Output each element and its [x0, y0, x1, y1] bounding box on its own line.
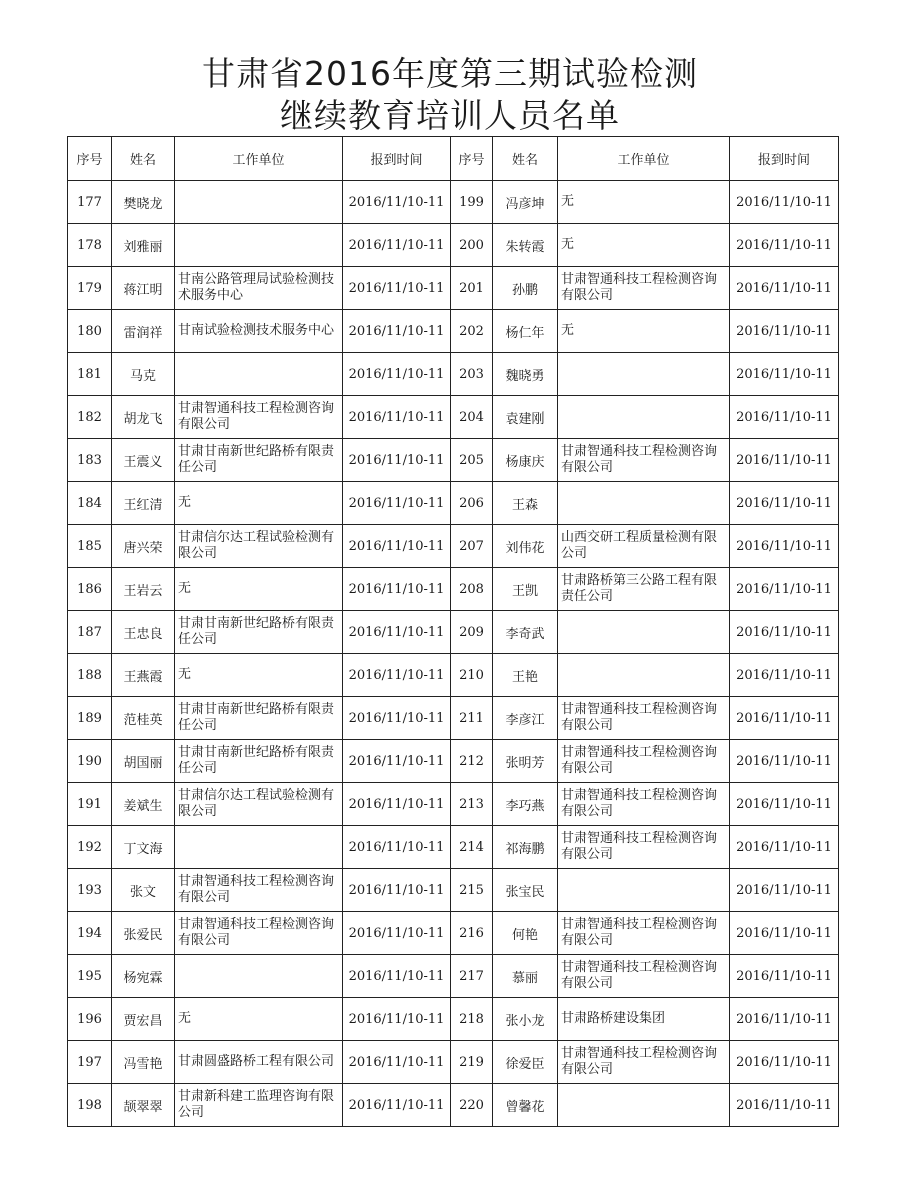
row-number-right: 200 — [451, 224, 493, 267]
work-unit-right: 无 — [558, 224, 730, 267]
row-number-left: 177 — [68, 181, 112, 224]
work-unit-right: 甘肃智通科技工程检测咨询有限公司 — [558, 697, 730, 740]
work-unit-left: 甘肃智通科技工程检测咨询有限公司 — [175, 869, 343, 912]
report-date-right: 2016/11/10-11 — [730, 353, 839, 396]
row-number-right: 217 — [451, 955, 493, 998]
person-name-right: 李彦江 — [493, 697, 558, 740]
report-date-right: 2016/11/10-11 — [730, 1084, 839, 1127]
work-unit-left: 甘南公路管理局试验检测技术服务中心 — [175, 267, 343, 310]
person-name-right: 刘伟花 — [493, 525, 558, 568]
header-unit-left: 工作单位 — [175, 137, 343, 181]
work-unit-right: 甘肃路桥建设集团 — [558, 998, 730, 1041]
row-number-left: 185 — [68, 525, 112, 568]
row-number-left: 192 — [68, 826, 112, 869]
person-name-right: 徐爱臣 — [493, 1041, 558, 1084]
table-header-row — [68, 137, 839, 181]
row-number-right: 203 — [451, 353, 493, 396]
person-name-left: 胡龙飞 — [112, 396, 175, 439]
report-date-left: 2016/11/10-11 — [343, 525, 451, 568]
work-unit-right: 甘肃智通科技工程检测咨询有限公司 — [558, 912, 730, 955]
work-unit-left — [175, 224, 343, 267]
table-row — [68, 912, 839, 955]
person-name-left: 冯雪艳 — [112, 1041, 175, 1084]
table-row — [68, 310, 839, 353]
work-unit-right — [558, 1084, 730, 1127]
person-name-right: 何艳 — [493, 912, 558, 955]
header-date-right: 报到时间 — [730, 137, 839, 181]
row-number-right: 204 — [451, 396, 493, 439]
row-number-right: 215 — [451, 869, 493, 912]
report-date-right: 2016/11/10-11 — [730, 654, 839, 697]
report-date-right: 2016/11/10-11 — [730, 955, 839, 998]
row-number-right: 218 — [451, 998, 493, 1041]
work-unit-right: 无 — [558, 310, 730, 353]
report-date-right: 2016/11/10-11 — [730, 310, 839, 353]
row-number-left: 197 — [68, 1041, 112, 1084]
person-name-right: 祁海鹏 — [493, 826, 558, 869]
work-unit-right — [558, 869, 730, 912]
row-number-left: 178 — [68, 224, 112, 267]
row-number-right: 199 — [451, 181, 493, 224]
work-unit-right — [558, 353, 730, 396]
report-date-left: 2016/11/10-11 — [343, 826, 451, 869]
row-number-left: 193 — [68, 869, 112, 912]
person-name-left: 贾宏昌 — [112, 998, 175, 1041]
person-name-left: 王忠良 — [112, 611, 175, 654]
work-unit-right: 甘肃智通科技工程检测咨询有限公司 — [558, 267, 730, 310]
report-date-right: 2016/11/10-11 — [730, 826, 839, 869]
work-unit-left: 甘南试验检测技术服务中心 — [175, 310, 343, 353]
report-date-right: 2016/11/10-11 — [730, 998, 839, 1041]
report-date-right: 2016/11/10-11 — [730, 697, 839, 740]
row-number-left: 198 — [68, 1084, 112, 1127]
work-unit-left: 甘肃圆盛路桥工程有限公司 — [175, 1041, 343, 1084]
person-name-left: 樊晓龙 — [112, 181, 175, 224]
report-date-right: 2016/11/10-11 — [730, 611, 839, 654]
work-unit-left: 甘肃智通科技工程检测咨询有限公司 — [175, 396, 343, 439]
row-number-right: 209 — [451, 611, 493, 654]
work-unit-left: 甘肃甘南新世纪路桥有限责任公司 — [175, 611, 343, 654]
work-unit-right: 甘肃智通科技工程检测咨询有限公司 — [558, 740, 730, 783]
table-row — [68, 869, 839, 912]
work-unit-left: 无 — [175, 654, 343, 697]
table-row — [68, 568, 839, 611]
row-number-right: 201 — [451, 267, 493, 310]
table-row — [68, 697, 839, 740]
work-unit-right: 甘肃智通科技工程检测咨询有限公司 — [558, 1041, 730, 1084]
person-name-right: 杨康庆 — [493, 439, 558, 482]
person-name-left: 刘雅丽 — [112, 224, 175, 267]
report-date-left: 2016/11/10-11 — [343, 310, 451, 353]
work-unit-left: 无 — [175, 568, 343, 611]
person-name-right: 冯彦坤 — [493, 181, 558, 224]
person-name-left: 唐兴荣 — [112, 525, 175, 568]
work-unit-right: 甘肃智通科技工程检测咨询有限公司 — [558, 783, 730, 826]
work-unit-left — [175, 353, 343, 396]
person-name-right: 王艳 — [493, 654, 558, 697]
person-name-right: 孙鹏 — [493, 267, 558, 310]
person-name-right: 魏晓勇 — [493, 353, 558, 396]
person-name-right: 曾馨花 — [493, 1084, 558, 1127]
row-number-left: 194 — [68, 912, 112, 955]
row-number-left: 183 — [68, 439, 112, 482]
person-name-right: 杨仁年 — [493, 310, 558, 353]
work-unit-left: 甘肃新科建工监理咨询有限公司 — [175, 1084, 343, 1127]
report-date-left: 2016/11/10-11 — [343, 1041, 451, 1084]
work-unit-left — [175, 955, 343, 998]
work-unit-right: 甘肃智通科技工程检测咨询有限公司 — [558, 826, 730, 869]
report-date-left: 2016/11/10-11 — [343, 869, 451, 912]
person-name-left: 杨宛霖 — [112, 955, 175, 998]
report-date-right: 2016/11/10-11 — [730, 912, 839, 955]
work-unit-right: 无 — [558, 181, 730, 224]
report-date-right: 2016/11/10-11 — [730, 740, 839, 783]
work-unit-left: 无 — [175, 482, 343, 525]
table-row — [68, 439, 839, 482]
person-name-left: 王岩云 — [112, 568, 175, 611]
person-name-left: 王震义 — [112, 439, 175, 482]
report-date-left: 2016/11/10-11 — [343, 998, 451, 1041]
person-name-left: 王红清 — [112, 482, 175, 525]
row-number-left: 191 — [68, 783, 112, 826]
report-date-right: 2016/11/10-11 — [730, 1041, 839, 1084]
header-no-left: 序号 — [68, 137, 112, 181]
report-date-right: 2016/11/10-11 — [730, 783, 839, 826]
header-date-left: 报到时间 — [343, 137, 451, 181]
person-name-left: 马克 — [112, 353, 175, 396]
person-name-left: 王燕霞 — [112, 654, 175, 697]
person-name-left: 丁文海 — [112, 826, 175, 869]
report-date-left: 2016/11/10-11 — [343, 912, 451, 955]
table-row — [68, 224, 839, 267]
table-row — [68, 654, 839, 697]
header-no-right: 序号 — [451, 137, 493, 181]
report-date-right: 2016/11/10-11 — [730, 568, 839, 611]
work-unit-right: 甘肃智通科技工程检测咨询有限公司 — [558, 955, 730, 998]
row-number-right: 213 — [451, 783, 493, 826]
row-number-right: 210 — [451, 654, 493, 697]
row-number-right: 211 — [451, 697, 493, 740]
report-date-left: 2016/11/10-11 — [343, 568, 451, 611]
document-title-line2: 继续教育培训人员名单 — [280, 96, 620, 135]
row-number-right: 208 — [451, 568, 493, 611]
table-row — [68, 396, 839, 439]
table-row — [68, 740, 839, 783]
person-name-left: 蒋江明 — [112, 267, 175, 310]
row-number-right: 206 — [451, 482, 493, 525]
report-date-right: 2016/11/10-11 — [730, 482, 839, 525]
report-date-right: 2016/11/10-11 — [730, 439, 839, 482]
person-name-right: 张宝民 — [493, 869, 558, 912]
report-date-left: 2016/11/10-11 — [343, 697, 451, 740]
person-name-right: 慕丽 — [493, 955, 558, 998]
table-row — [68, 482, 839, 525]
work-unit-left — [175, 826, 343, 869]
table-row — [68, 353, 839, 396]
work-unit-left: 甘肃甘南新世纪路桥有限责任公司 — [175, 740, 343, 783]
person-name-left: 张爱民 — [112, 912, 175, 955]
row-number-left: 186 — [68, 568, 112, 611]
header-name-right: 姓名 — [493, 137, 558, 181]
report-date-right: 2016/11/10-11 — [730, 181, 839, 224]
work-unit-right — [558, 482, 730, 525]
person-name-left: 胡国丽 — [112, 740, 175, 783]
table-row — [68, 611, 839, 654]
row-number-left: 189 — [68, 697, 112, 740]
person-name-left: 颉翠翠 — [112, 1084, 175, 1127]
header-name-left: 姓名 — [112, 137, 175, 181]
person-name-left: 张文 — [112, 869, 175, 912]
table-row — [68, 1084, 839, 1127]
table-row — [68, 267, 839, 310]
report-date-left: 2016/11/10-11 — [343, 654, 451, 697]
person-name-right: 张小龙 — [493, 998, 558, 1041]
row-number-left: 180 — [68, 310, 112, 353]
person-name-right: 李巧燕 — [493, 783, 558, 826]
report-date-left: 2016/11/10-11 — [343, 181, 451, 224]
document-title-line1: 甘肃省2016年度第三期试验检测 — [202, 54, 698, 93]
work-unit-left: 无 — [175, 998, 343, 1041]
report-date-left: 2016/11/10-11 — [343, 224, 451, 267]
table-row — [68, 955, 839, 998]
person-name-left: 范桂英 — [112, 697, 175, 740]
work-unit-left: 甘肃甘南新世纪路桥有限责任公司 — [175, 697, 343, 740]
person-name-right: 朱转霞 — [493, 224, 558, 267]
row-number-left: 190 — [68, 740, 112, 783]
work-unit-right: 山西交研工程质量检测有限公司 — [558, 525, 730, 568]
report-date-right: 2016/11/10-11 — [730, 224, 839, 267]
person-name-right: 李奇武 — [493, 611, 558, 654]
work-unit-right: 甘肃智通科技工程检测咨询有限公司 — [558, 439, 730, 482]
report-date-right: 2016/11/10-11 — [730, 525, 839, 568]
report-date-left: 2016/11/10-11 — [343, 1084, 451, 1127]
row-number-left: 179 — [68, 267, 112, 310]
row-number-right: 220 — [451, 1084, 493, 1127]
work-unit-left: 甘肃信尔达工程试验检测有限公司 — [175, 525, 343, 568]
report-date-left: 2016/11/10-11 — [343, 955, 451, 998]
table-row — [68, 525, 839, 568]
work-unit-left: 甘肃智通科技工程检测咨询有限公司 — [175, 912, 343, 955]
person-name-left: 雷润祥 — [112, 310, 175, 353]
work-unit-right — [558, 396, 730, 439]
row-number-left: 196 — [68, 998, 112, 1041]
table-row — [68, 998, 839, 1041]
table-row — [68, 181, 839, 224]
table-row — [68, 826, 839, 869]
row-number-left: 181 — [68, 353, 112, 396]
row-number-left: 195 — [68, 955, 112, 998]
report-date-right: 2016/11/10-11 — [730, 869, 839, 912]
report-date-left: 2016/11/10-11 — [343, 740, 451, 783]
table-row — [68, 783, 839, 826]
row-number-left: 187 — [68, 611, 112, 654]
report-date-left: 2016/11/10-11 — [343, 353, 451, 396]
row-number-right: 202 — [451, 310, 493, 353]
row-number-right: 205 — [451, 439, 493, 482]
header-unit-right: 工作单位 — [558, 137, 730, 181]
work-unit-right — [558, 611, 730, 654]
row-number-right: 212 — [451, 740, 493, 783]
person-name-right: 张明芳 — [493, 740, 558, 783]
work-unit-right — [558, 654, 730, 697]
report-date-right: 2016/11/10-11 — [730, 267, 839, 310]
work-unit-left: 甘肃信尔达工程试验检测有限公司 — [175, 783, 343, 826]
row-number-right: 214 — [451, 826, 493, 869]
table-row — [68, 1041, 839, 1084]
trainee-roster-table — [67, 136, 839, 1127]
row-number-right: 219 — [451, 1041, 493, 1084]
row-number-right: 216 — [451, 912, 493, 955]
row-number-left: 188 — [68, 654, 112, 697]
row-number-right: 207 — [451, 525, 493, 568]
person-name-right: 王森 — [493, 482, 558, 525]
table-body — [68, 181, 839, 1127]
work-unit-left: 甘肃甘南新世纪路桥有限责任公司 — [175, 439, 343, 482]
report-date-left: 2016/11/10-11 — [343, 396, 451, 439]
report-date-left: 2016/11/10-11 — [343, 482, 451, 525]
report-date-left: 2016/11/10-11 — [343, 611, 451, 654]
person-name-left: 姜斌生 — [112, 783, 175, 826]
row-number-left: 184 — [68, 482, 112, 525]
person-name-right: 袁建刚 — [493, 396, 558, 439]
report-date-left: 2016/11/10-11 — [343, 267, 451, 310]
report-date-left: 2016/11/10-11 — [343, 439, 451, 482]
person-name-right: 王凯 — [493, 568, 558, 611]
work-unit-left — [175, 181, 343, 224]
work-unit-right: 甘肃路桥第三公路工程有限责任公司 — [558, 568, 730, 611]
report-date-left: 2016/11/10-11 — [343, 783, 451, 826]
row-number-left: 182 — [68, 396, 112, 439]
report-date-right: 2016/11/10-11 — [730, 396, 839, 439]
